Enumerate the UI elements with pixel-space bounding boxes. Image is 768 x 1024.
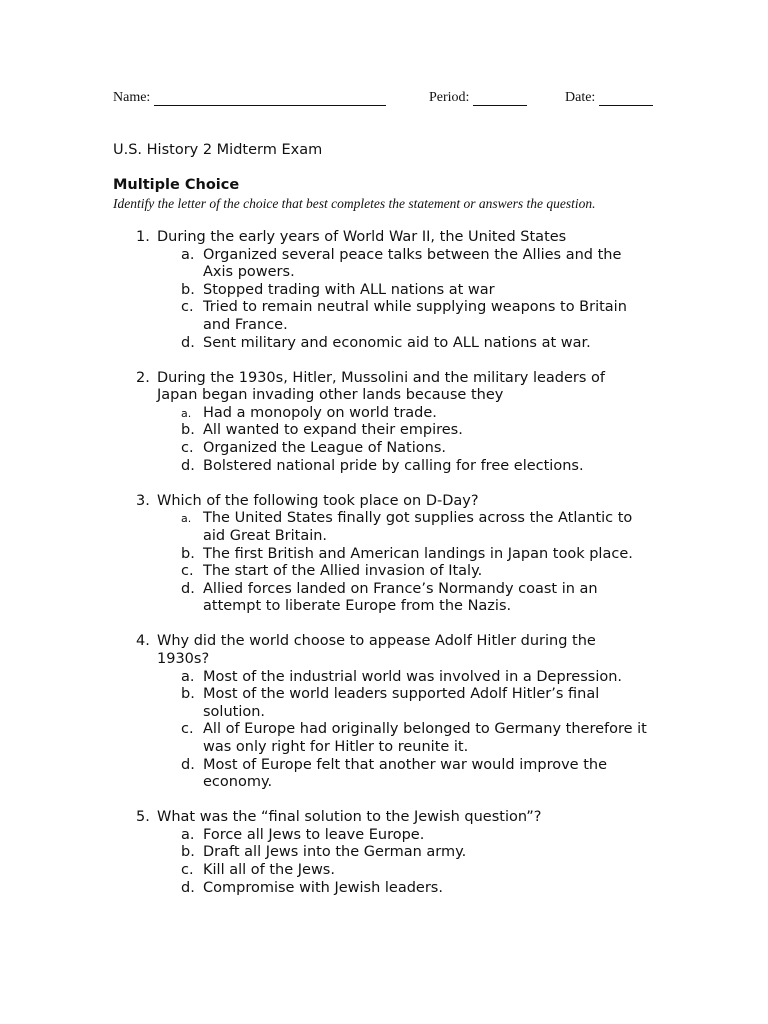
- choice-a: [0, 669, 651, 687]
- choice-letter: b.: [181, 422, 195, 439]
- choice-text: Most of the world leaders supported Adolf Hitler’s final solution.: [203, 686, 600, 720]
- name-label: Name:: [113, 90, 151, 105]
- question-2: [0, 370, 768, 476]
- period-field: [429, 90, 527, 106]
- choice-text: Allied forces landed on France’s Normandy coast in an attempt to liberate Europe from the Nazis.: [203, 580, 598, 615]
- choice-text: Force all Jews to leave Europe.: [203, 826, 425, 843]
- choice-text: Compromise with Jewish leaders.: [203, 879, 443, 896]
- choice-letter: c.: [181, 721, 194, 738]
- period-blank: [473, 91, 527, 106]
- name-blank: [154, 91, 386, 106]
- question-stem: [0, 370, 650, 405]
- question-number: 3.: [136, 492, 150, 509]
- choice-text: Kill all of the Jews.: [203, 862, 335, 878]
- choice-b: [0, 844, 651, 862]
- choice-letter: d.: [181, 879, 195, 896]
- choice-letter: a.: [181, 406, 192, 420]
- choice-text: All of Europe had originally belonged to Germany therefore it was only right for Hitler to reunite it.: [203, 721, 647, 755]
- choice-a: [0, 510, 651, 545]
- section-instructions: Identify the letter of the choice that best completes the statement or answers the question.: [113, 196, 596, 211]
- choice-text: The start of the Allied invasion of Italy.: [203, 563, 483, 580]
- choice-letter: b.: [181, 281, 195, 298]
- choice-text: All wanted to expand their empires.: [203, 422, 463, 439]
- choice-letter: d.: [181, 756, 195, 773]
- choice-b: [0, 282, 651, 300]
- choice-letter: c.: [181, 299, 194, 316]
- choice-letter: d.: [181, 580, 195, 597]
- choice-c: [0, 299, 651, 334]
- section-title: Multiple Choice: [113, 177, 240, 193]
- choice-text: Most of Europe felt that another war would improve the economy.: [203, 756, 607, 791]
- choice-letter: d.: [181, 334, 195, 351]
- choice-text: Most of the industrial world was involved in a Depression.: [203, 668, 623, 685]
- choice-b: [0, 686, 651, 721]
- question-number: 4.: [136, 633, 150, 650]
- choice-letter: b.: [181, 844, 195, 861]
- question-5: [0, 809, 768, 897]
- choice-letter: a.: [181, 246, 195, 263]
- choice-text: Tried to remain neutral while supplying weapons to Britain and France.: [203, 299, 627, 333]
- choice-a: [0, 827, 651, 845]
- choice-c: [0, 721, 651, 756]
- choice-letter: b.: [181, 545, 195, 562]
- choice-text: Organized the League of Nations.: [203, 440, 446, 457]
- choice-b: [0, 546, 651, 564]
- choice-d: [0, 757, 651, 792]
- question-number: 5.: [136, 809, 150, 826]
- choice-c: [0, 563, 651, 581]
- date-label: Date:: [565, 90, 596, 105]
- choice-letter: a.: [181, 826, 195, 843]
- choice-c: [0, 862, 651, 880]
- question-stem: [0, 493, 650, 511]
- question-text: During the 1930s, Hitler, Mussolini and the military leaders of Japan began invading other lands because they: [157, 369, 606, 404]
- header-fields: [113, 90, 658, 110]
- question-stem: [0, 229, 650, 247]
- choice-text: Organized several peace talks between the Allies and the Axis powers.: [203, 246, 622, 281]
- question-list: [0, 229, 768, 915]
- date-field: [565, 90, 653, 106]
- question-number: 1.: [136, 229, 150, 245]
- choice-text: Sent military and economic aid to ALL nations at war.: [203, 334, 591, 351]
- question-4: [0, 633, 768, 791]
- choice-letter: d.: [181, 457, 195, 474]
- question-1: [0, 229, 768, 352]
- choice-d: [0, 581, 651, 616]
- choice-a: [0, 247, 651, 282]
- choice-letter: c.: [181, 563, 194, 580]
- name-field: [113, 90, 386, 106]
- choice-text: Had a monopoly on world trade.: [203, 404, 437, 421]
- exam-title: U.S. History 2 Midterm Exam: [113, 142, 323, 158]
- choice-text: Bolstered national pride by calling for free elections.: [203, 457, 584, 474]
- question-text: What was the “final solution to the Jewish question”?: [157, 809, 542, 826]
- choice-a: [0, 405, 651, 423]
- question-stem: [0, 633, 650, 668]
- choice-letter: b.: [181, 686, 195, 703]
- choice-d: [0, 335, 651, 353]
- choice-letter: c.: [181, 440, 194, 457]
- choice-letter: c.: [181, 862, 194, 878]
- choice-d: [0, 880, 651, 898]
- question-3: [0, 493, 768, 616]
- choice-d: [0, 458, 651, 476]
- choice-text: The first British and American landings in Japan took place.: [203, 545, 633, 562]
- choice-letter: a.: [181, 668, 195, 685]
- choice-text: Draft all Jews into the German army.: [203, 844, 467, 861]
- choice-text: The United States finally got supplies across the Atlantic to aid Great Britain.: [203, 510, 633, 544]
- question-stem: [0, 809, 650, 827]
- choice-text: Stopped trading with ALL nations at war: [203, 281, 495, 298]
- choice-b: [0, 422, 651, 440]
- question-text: Why did the world choose to appease Adolf Hitler during the 1930s?: [157, 633, 596, 667]
- period-label: Period:: [429, 90, 470, 105]
- question-text: During the early years of World War II, the United States: [157, 229, 567, 245]
- question-text: Which of the following took place on D-Day?: [157, 492, 479, 509]
- question-number: 2.: [136, 369, 150, 386]
- date-blank: [599, 91, 653, 106]
- choice-letter: a.: [181, 512, 192, 526]
- choice-c: [0, 440, 651, 458]
